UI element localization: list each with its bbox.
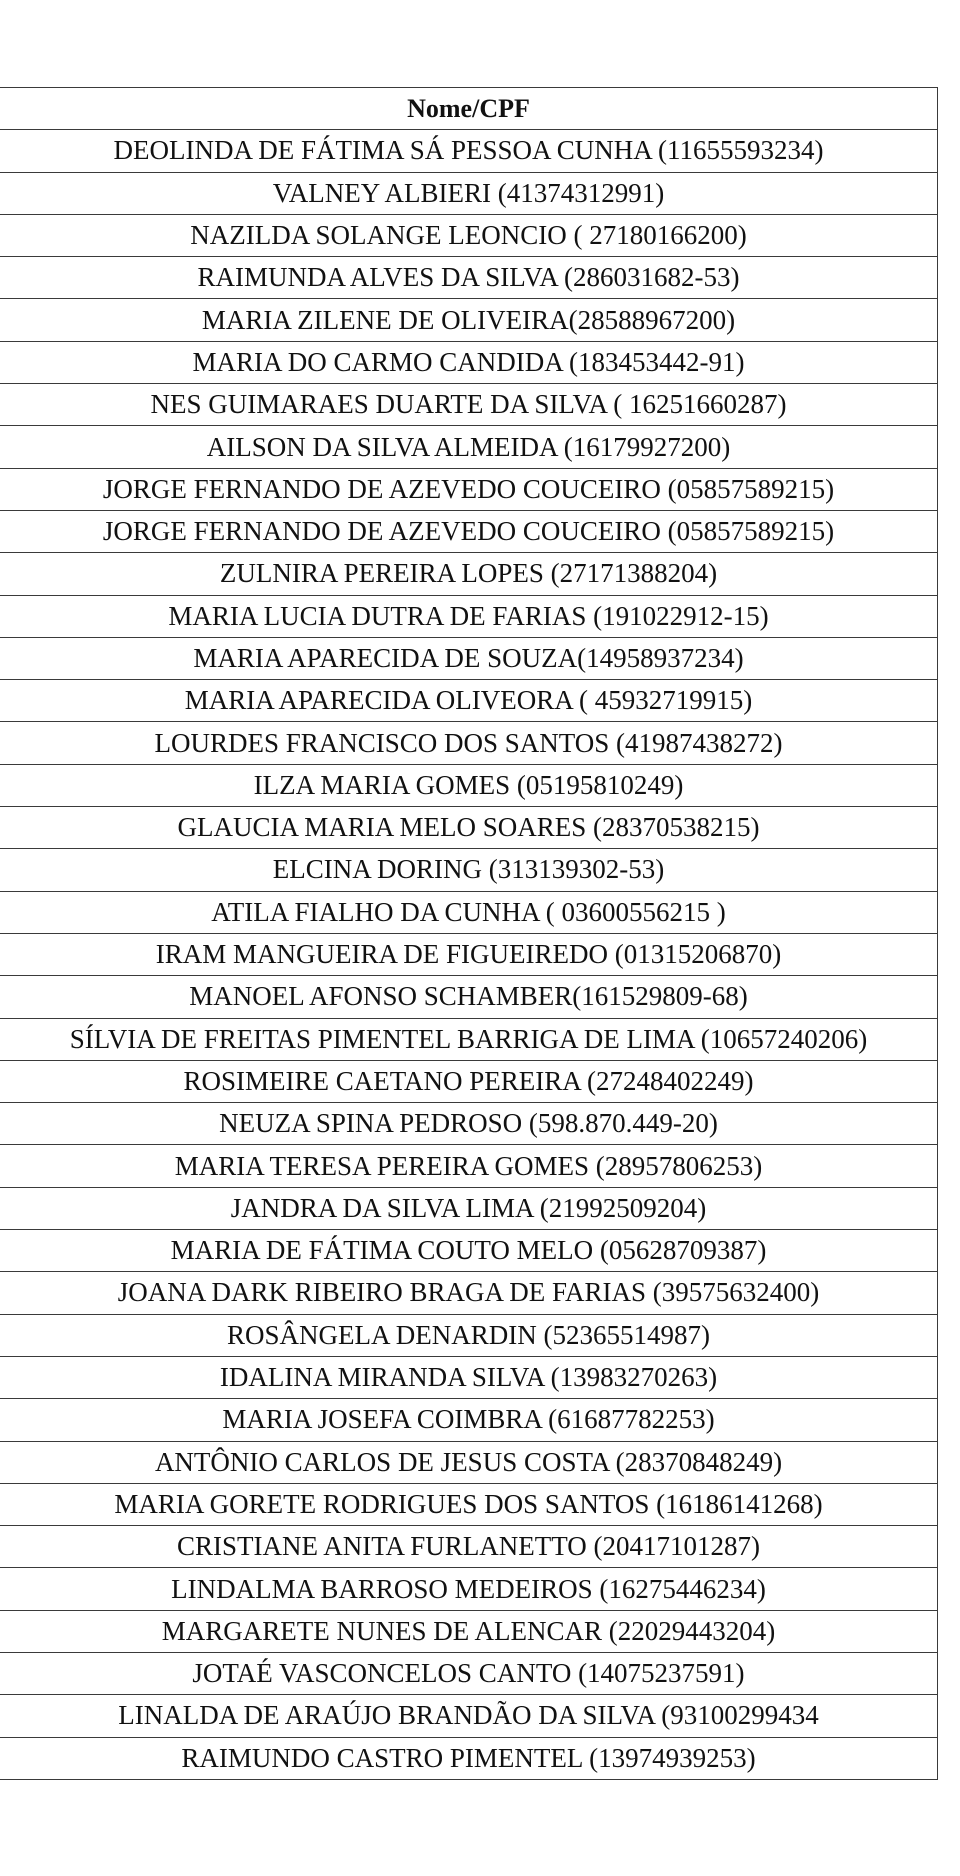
- table-row: [0, 595, 938, 637]
- table-row: [0, 722, 938, 764]
- table-row: [0, 341, 938, 383]
- table-row: [0, 1695, 938, 1737]
- name-cpf-cell: JORGE FERNANDO DE AZEVEDO COUCEIRO (05857589215): [0, 510, 938, 552]
- column-header-nome-cpf: Nome/CPF: [0, 88, 938, 130]
- table-row: [0, 1103, 938, 1145]
- name-cpf-cell: MARIA APARECIDA DE SOUZA(14958937234): [0, 637, 938, 679]
- table-row: [0, 1652, 938, 1694]
- name-cpf-cell: VALNEY ALBIERI (41374312991): [0, 172, 938, 214]
- table-row: [0, 214, 938, 256]
- name-cpf-cell: ZULNIRA PEREIRA LOPES (27171388204): [0, 553, 938, 595]
- table-row: [0, 1483, 938, 1525]
- table-row: [0, 976, 938, 1018]
- table-row: [0, 1568, 938, 1610]
- names-cpf-table: [0, 87, 938, 1780]
- name-cpf-cell: JOANA DARK RIBEIRO BRAGA DE FARIAS (39575632400): [0, 1272, 938, 1314]
- name-cpf-cell: ROSIMEIRE CAETANO PEREIRA (27248402249): [0, 1060, 938, 1102]
- name-cpf-cell: MARIA DE FÁTIMA COUTO MELO (05628709387): [0, 1230, 938, 1272]
- table-row: [0, 172, 938, 214]
- name-cpf-cell: MARIA TERESA PEREIRA GOMES (28957806253): [0, 1145, 938, 1187]
- name-cpf-cell: MARGARETE NUNES DE ALENCAR (22029443204): [0, 1610, 938, 1652]
- name-cpf-cell: NAZILDA SOLANGE LEONCIO ( 27180166200): [0, 214, 938, 256]
- name-cpf-cell: ANTÔNIO CARLOS DE JESUS COSTA (28370848249): [0, 1441, 938, 1483]
- table-row: [0, 510, 938, 552]
- table-body: [0, 130, 938, 1780]
- name-cpf-cell: AILSON DA SILVA ALMEIDA (16179927200): [0, 426, 938, 468]
- table-row: [0, 1230, 938, 1272]
- name-cpf-cell: ATILA FIALHO DA CUNHA ( 03600556215 ): [0, 891, 938, 933]
- table-row: [0, 891, 938, 933]
- table-row: [0, 384, 938, 426]
- table-row: [0, 1272, 938, 1314]
- name-cpf-cell: DEOLINDA DE FÁTIMA SÁ PESSOA CUNHA (11655593234): [0, 130, 938, 172]
- name-cpf-cell: MARIA LUCIA DUTRA DE FARIAS (191022912-15): [0, 595, 938, 637]
- table-row: [0, 257, 938, 299]
- table-row: [0, 1060, 938, 1102]
- table-header-row: [0, 88, 938, 130]
- table-row: [0, 130, 938, 172]
- name-cpf-cell: JANDRA DA SILVA LIMA (21992509204): [0, 1187, 938, 1229]
- name-cpf-cell: RAIMUNDO CASTRO PIMENTEL (13974939253): [0, 1737, 938, 1779]
- name-cpf-cell: LINALDA DE ARAÚJO BRANDÃO DA SILVA (93100299434: [0, 1695, 938, 1737]
- name-cpf-cell: MARIA GORETE RODRIGUES DOS SANTOS (16186141268): [0, 1483, 938, 1525]
- table-row: [0, 553, 938, 595]
- name-cpf-cell: JOTAÉ VASCONCELOS CANTO (14075237591): [0, 1652, 938, 1694]
- table-row: [0, 1314, 938, 1356]
- table-row: [0, 849, 938, 891]
- table-row: [0, 637, 938, 679]
- name-cpf-cell: MARIA JOSEFA COIMBRA (61687782253): [0, 1399, 938, 1441]
- table-row: [0, 807, 938, 849]
- name-cpf-cell: RAIMUNDA ALVES DA SILVA (286031682-53): [0, 257, 938, 299]
- table-row: [0, 1356, 938, 1398]
- table-row: [0, 933, 938, 975]
- name-cpf-cell: MARIA ZILENE DE OLIVEIRA(28588967200): [0, 299, 938, 341]
- name-cpf-cell: IDALINA MIRANDA SILVA (13983270263): [0, 1356, 938, 1398]
- table-row: [0, 764, 938, 806]
- name-cpf-cell: SÍLVIA DE FREITAS PIMENTEL BARRIGA DE LIMA (10657240206): [0, 1018, 938, 1060]
- name-cpf-cell: NES GUIMARAES DUARTE DA SILVA ( 16251660287): [0, 384, 938, 426]
- name-cpf-cell: GLAUCIA MARIA MELO SOARES (28370538215): [0, 807, 938, 849]
- name-cpf-cell: NEUZA SPINA PEDROSO (598.870.449-20): [0, 1103, 938, 1145]
- name-cpf-cell: IRAM MANGUEIRA DE FIGUEIREDO (01315206870): [0, 933, 938, 975]
- table-row: [0, 1187, 938, 1229]
- name-cpf-cell: ILZA MARIA GOMES (05195810249): [0, 764, 938, 806]
- name-cpf-cell: MARIA DO CARMO CANDIDA (183453442-91): [0, 341, 938, 383]
- name-cpf-cell: CRISTIANE ANITA FURLANETTO (20417101287): [0, 1526, 938, 1568]
- name-cpf-cell: ROSÂNGELA DENARDIN (52365514987): [0, 1314, 938, 1356]
- table-row: [0, 468, 938, 510]
- table-row: [0, 1145, 938, 1187]
- table-row: [0, 1399, 938, 1441]
- table-row: [0, 680, 938, 722]
- name-cpf-cell: ELCINA DORING (313139302-53): [0, 849, 938, 891]
- name-cpf-cell: MANOEL AFONSO SCHAMBER(161529809-68): [0, 976, 938, 1018]
- name-cpf-cell: JORGE FERNANDO DE AZEVEDO COUCEIRO (05857589215): [0, 468, 938, 510]
- table-row: [0, 1526, 938, 1568]
- table-row: [0, 299, 938, 341]
- name-cpf-cell: LINDALMA BARROSO MEDEIROS (16275446234): [0, 1568, 938, 1610]
- table-row: [0, 1737, 938, 1779]
- table-row: [0, 1441, 938, 1483]
- table-row: [0, 426, 938, 468]
- table-row: [0, 1610, 938, 1652]
- name-cpf-cell: LOURDES FRANCISCO DOS SANTOS (41987438272): [0, 722, 938, 764]
- table-row: [0, 1018, 938, 1060]
- name-cpf-cell: MARIA APARECIDA OLIVEORA ( 45932719915): [0, 680, 938, 722]
